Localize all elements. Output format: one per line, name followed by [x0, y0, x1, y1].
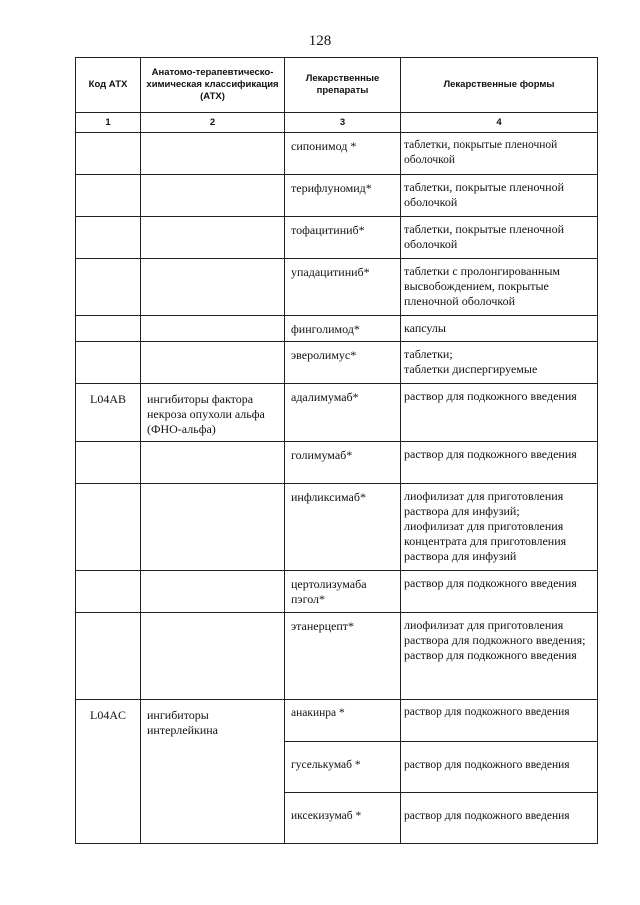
dosage-form: раствор для подкожного введения	[404, 648, 577, 662]
drug-cell: эверолимус*	[285, 342, 401, 384]
dosage-form-cell	[401, 442, 598, 484]
atc-code-cell: L04AB	[76, 384, 141, 442]
page-number: 128	[308, 33, 332, 49]
dosage-form: лиофилизат для приготовления концентрата для приготовления раствора для инфузий	[404, 519, 567, 563]
classification-cell	[141, 613, 285, 700]
dosage-form-cell	[401, 384, 598, 442]
dosage-form: таблетки, покрытые пленочной оболочкой	[404, 180, 565, 209]
drug-cell: этанерцепт*	[285, 613, 401, 700]
dosage-form: таблетки;	[404, 347, 453, 361]
classification-cell	[141, 133, 285, 175]
dosage-form-cell	[401, 217, 598, 259]
column-number: 4	[401, 113, 598, 133]
classification-cell: ингибиторы интерлейкина	[141, 700, 285, 844]
dosage-form: таблетки, покрытые пленочной оболочкой	[404, 139, 558, 166]
dosage-form: раствор для подкожного введения	[404, 447, 577, 461]
dosage-form-cell	[401, 613, 598, 700]
table-row	[76, 384, 598, 442]
classification-cell	[141, 259, 285, 316]
table-row	[76, 700, 598, 742]
dosage-form-cell	[401, 571, 598, 613]
drug-cell: анакинра *	[285, 700, 401, 742]
dosage-form-cell	[401, 259, 598, 316]
dosage-form: таблетки, покрытые пленочной оболочкой	[404, 222, 565, 251]
table-row	[76, 484, 598, 571]
drug-cell: инфликсимаб*	[285, 484, 401, 571]
header-row	[76, 58, 598, 113]
atc-code-cell: L04AC	[76, 700, 141, 844]
table-row	[76, 342, 598, 384]
classification-cell	[141, 342, 285, 384]
drug-cell: терифлуномид*	[285, 175, 401, 217]
dosage-form: раствор для подкожного введения	[404, 810, 570, 822]
table-row	[76, 442, 598, 484]
dosage-form-cell	[401, 484, 598, 571]
dosage-form: капсулы	[404, 321, 446, 335]
column-number: 3	[285, 113, 401, 133]
drug-cell: цертолизумаба пэгол*	[285, 571, 401, 613]
dosage-form-cell	[401, 793, 598, 844]
classification-cell	[141, 484, 285, 571]
dosage-form: таблетки диспергируемые	[404, 362, 538, 376]
drug-cell: сипонимод *	[285, 133, 401, 175]
header-dosage-forms: Лекарственные формы	[401, 58, 598, 113]
classification-cell	[141, 316, 285, 342]
dosage-form-cell	[401, 175, 598, 217]
atc-code-cell	[76, 484, 141, 571]
drug-cell: адалимумаб*	[285, 384, 401, 442]
classification-cell: ингибиторы фактора некроза опухоли альфа (ФНО-альфа)	[141, 384, 285, 442]
column-number-row	[76, 113, 598, 133]
dosage-form-cell	[401, 316, 598, 342]
dosage-form: раствор для подкожного введения	[404, 759, 570, 771]
table-row	[76, 175, 598, 217]
atc-drug-table	[75, 57, 598, 844]
column-number: 1	[76, 113, 141, 133]
atc-code-cell	[76, 342, 141, 384]
table-row	[76, 133, 598, 175]
header-atc-classification: Анатомо-терапевтическо-химическая классификация (АТХ)	[141, 58, 285, 113]
drug-cell: гуселькумаб *	[285, 742, 401, 793]
drug-cell: упадацитиниб*	[285, 259, 401, 316]
table-row	[76, 571, 598, 613]
atc-code-cell	[76, 316, 141, 342]
atc-code-cell	[76, 613, 141, 700]
dosage-form: раствор для подкожного введения	[404, 389, 577, 403]
table-row	[76, 217, 598, 259]
classification-cell	[141, 175, 285, 217]
classification-cell	[141, 442, 285, 484]
drug-cell: голимумаб*	[285, 442, 401, 484]
drug-cell: тофацитиниб*	[285, 217, 401, 259]
dosage-form: лиофилизат для приготовления раствора для подкожного введения;	[404, 618, 586, 647]
classification-cell	[141, 571, 285, 613]
table-row	[76, 613, 598, 700]
atc-code-cell	[76, 175, 141, 217]
dosage-form-cell	[401, 742, 598, 793]
dosage-form: лиофилизат для приготовления раствора для инфузий;	[404, 489, 564, 518]
table-row	[76, 316, 598, 342]
header-atc-code: Код АТХ	[76, 58, 141, 113]
atc-code-cell	[76, 133, 141, 175]
drug-cell: иксекизумаб *	[285, 793, 401, 844]
atc-code-cell	[76, 217, 141, 259]
dosage-form: раствор для подкожного введения	[404, 576, 577, 590]
column-number: 2	[141, 113, 285, 133]
dosage-form-cell	[401, 133, 598, 175]
dosage-form-cell	[401, 700, 598, 742]
atc-code-cell	[76, 571, 141, 613]
dosage-form: таблетки с пролонгированным высвобождением, покрытые пленочной оболочкой	[404, 264, 561, 308]
atc-code-cell	[76, 442, 141, 484]
dosage-form-cell	[401, 342, 598, 384]
table-row	[76, 259, 598, 316]
drug-cell: финголимод*	[285, 316, 401, 342]
classification-cell	[141, 217, 285, 259]
header-drugs: Лекарственные препараты	[285, 58, 401, 113]
atc-code-cell	[76, 259, 141, 316]
dosage-form: раствор для подкожного введения	[404, 706, 570, 718]
